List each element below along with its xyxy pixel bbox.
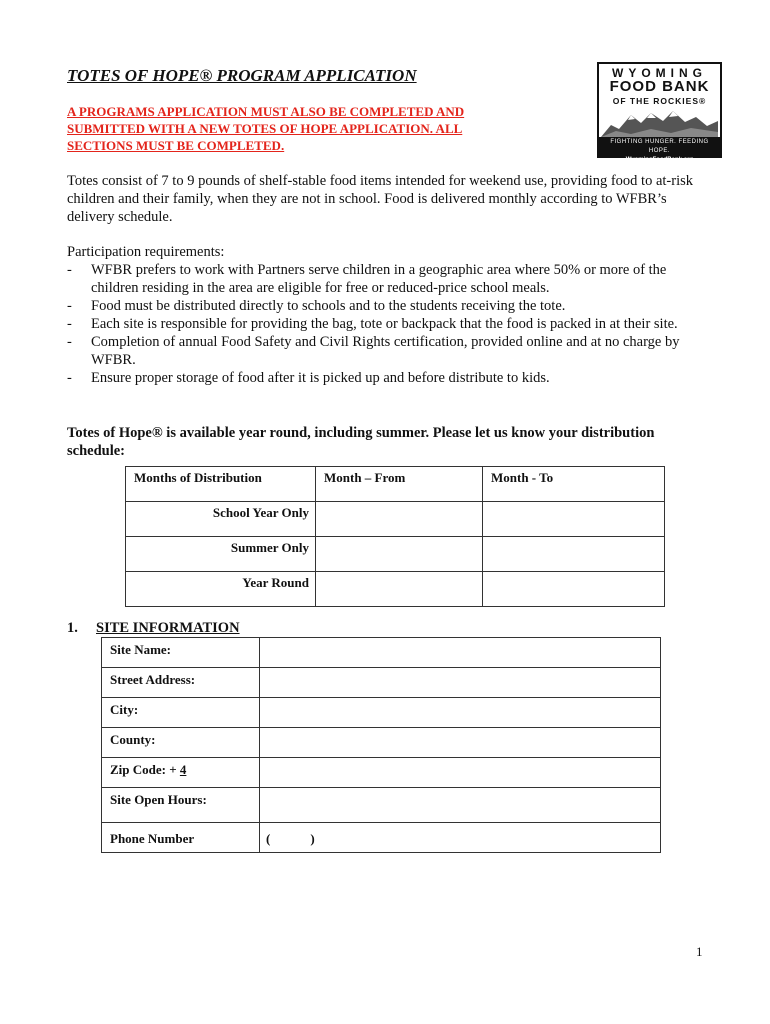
warning-line: SUBMITTED WITH A NEW TOTES OF HOPE APPLICATION. ALL <box>67 121 463 136</box>
list-item <box>67 369 717 387</box>
table-row <box>126 537 665 572</box>
field-label: County: <box>102 728 260 758</box>
site-name-field[interactable] <box>260 638 661 668</box>
field-label <box>102 758 260 788</box>
site-open-hours-field[interactable] <box>260 788 661 823</box>
site-information-table <box>101 637 661 853</box>
mountains-icon <box>601 107 718 137</box>
month-from-cell[interactable] <box>316 537 483 572</box>
logo-tagline: FIGHTING HUNGER. FEEDING HOPE. <box>610 139 709 154</box>
logo-line-1: WYOMING <box>612 66 707 80</box>
requirements-list <box>67 261 717 387</box>
requirement-text: Each site is responsible for providing the bag, tote or backpack that the food is packed in at their site. <box>91 316 678 332</box>
bullet-dash: - <box>67 370 72 386</box>
table-row <box>126 572 665 607</box>
row-label: Year Round <box>126 572 316 607</box>
requirement-text: Completion of annual Food Safety and Civil Rights certification, provided online and at no charge by WFBR. <box>91 334 680 368</box>
area-code-close: ) <box>310 831 315 846</box>
month-to-cell[interactable] <box>483 572 665 607</box>
table-row <box>102 823 661 853</box>
logo-line-2: FOOD BANK <box>609 78 710 95</box>
section-number: 1. <box>67 620 78 636</box>
city-field[interactable] <box>260 698 661 728</box>
table-row <box>126 502 665 537</box>
month-from-cell[interactable] <box>316 572 483 607</box>
logo-band <box>599 137 720 163</box>
table-row <box>102 638 661 668</box>
table-header-row <box>126 467 665 502</box>
wyoming-food-bank-logo <box>597 62 722 163</box>
bullet-dash: - <box>67 298 72 314</box>
table-row <box>102 698 661 728</box>
street-address-field[interactable] <box>260 668 661 698</box>
requirement-text: WFBR prefers to work with Partners serve children in a geographic area where 50% or more of the children residing in the area are eligible for free or reduced-price school meals. <box>91 262 667 296</box>
requirement-text: Ensure proper storage of food after it is picked up and before distribute to kids. <box>91 370 550 386</box>
month-to-cell[interactable] <box>483 537 665 572</box>
availability-note: Totes of Hope® is available year round, including summer. Please let us know your distribution schedule: <box>67 425 655 459</box>
warning-line: A PROGRAMS APPLICATION MUST ALSO BE COMPLETED AND <box>67 104 465 119</box>
requirement-text: Food must be distributed directly to schools and to the students receiving the tote. <box>91 298 566 314</box>
column-header: Month - To <box>483 467 665 502</box>
column-header: Months of Distribution <box>126 467 316 502</box>
field-label: Site Name: <box>102 638 260 668</box>
area-code-open: ( <box>266 831 271 846</box>
bullet-dash: - <box>67 334 72 350</box>
list-item <box>67 297 717 315</box>
row-label: School Year Only <box>126 502 316 537</box>
field-label: Phone Number <box>102 823 260 853</box>
list-item <box>67 261 717 297</box>
field-label: City: <box>102 698 260 728</box>
row-label: Summer Only <box>126 537 316 572</box>
field-label: Site Open Hours: <box>102 788 260 823</box>
intro-paragraph: Totes consist of 7 to 9 pounds of shelf-stable food items intended for weekend use, providing food to at-risk children and their family, when they are not in school. Food is delivered monthly according to WFBR’s delivery schedule. <box>67 173 693 225</box>
table-row <box>102 728 661 758</box>
page-number: 1 <box>696 944 703 959</box>
warning-line: SECTIONS MUST BE COMPLETED. <box>67 138 285 153</box>
logo-line-3: OF THE ROCKIES® <box>612 96 707 106</box>
table-row <box>102 788 661 823</box>
list-item <box>67 315 717 333</box>
table-row <box>102 668 661 698</box>
page-title: TOTES OF HOPE® PROGRAM APPLICATION <box>67 66 417 85</box>
bullet-dash: - <box>67 262 72 278</box>
month-to-cell[interactable] <box>483 502 665 537</box>
section-title-text: SITE INFORMATION <box>96 620 240 636</box>
zip-label: Zip Code: + <box>110 762 180 777</box>
completion-warning <box>67 103 537 154</box>
zip-plus-four: 4 <box>179 762 187 777</box>
section-title <box>67 620 240 637</box>
distribution-schedule-table <box>125 466 665 607</box>
requirements-title: Participation requirements: <box>67 244 225 260</box>
list-item <box>67 333 717 369</box>
bullet-dash: - <box>67 316 72 332</box>
field-label: Street Address: <box>102 668 260 698</box>
month-from-cell[interactable] <box>316 502 483 537</box>
column-header: Month – From <box>316 467 483 502</box>
phone-number-field[interactable] <box>260 823 661 853</box>
table-row <box>102 758 661 788</box>
county-field[interactable] <box>260 728 661 758</box>
logo-website: WyomingFoodBank.org <box>625 157 694 163</box>
zip-code-field[interactable] <box>260 758 661 788</box>
